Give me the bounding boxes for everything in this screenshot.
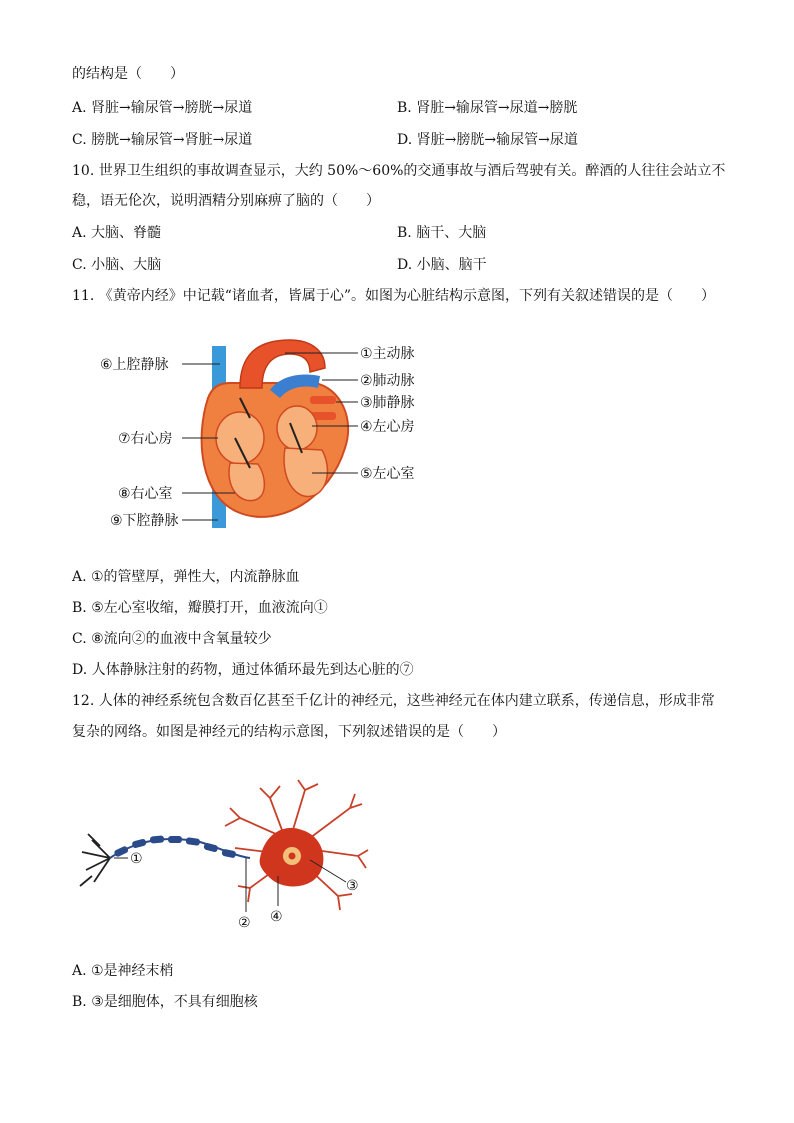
nucleolus	[289, 853, 296, 860]
q10-option-b[interactable]: B. 脑干、大脑	[397, 225, 487, 241]
label-left-atrium: ④左心房	[360, 419, 415, 435]
q11-option-b[interactable]: B. ⑤左心室收缩，瓣膜打开，血液流向①	[72, 600, 328, 616]
q11-option-d[interactable]: D. 人体静脉注射的药物，通过体循环最先到达心脏的⑦	[72, 662, 414, 678]
label-left-ventricle: ⑤左心室	[360, 466, 415, 482]
label-pulmonary-artery: ②肺动脉	[360, 373, 415, 389]
q10-option-a[interactable]: A. 大脑、脊髓	[72, 225, 162, 241]
label-right-atrium: ⑦右心房	[118, 431, 173, 447]
q12-option-b[interactable]: B. ③是细胞体，不具有细胞核	[72, 994, 258, 1010]
label-pulmonary-vein: ③肺静脉	[360, 395, 415, 411]
pulmonary-vein-upper	[310, 396, 336, 404]
label-n1: ①	[130, 851, 143, 867]
axon-terminal	[80, 834, 110, 886]
q9-stem-end: 的结构是（ ）	[72, 66, 184, 82]
label-n4: ④	[270, 909, 283, 925]
q10-stem-line2: 稳，语无伦次，说明酒精分别麻痹了脑的（ ）	[72, 193, 380, 209]
q12-option-a[interactable]: A. ①是神经末梢	[72, 963, 174, 979]
label-right-ventricle: ⑧右心室	[118, 486, 173, 502]
label-aorta: ①主动脉	[360, 346, 415, 362]
q10-stem-line1: 10. 世界卫生组织的事故调查显示，大约 50%～60%的交通事故与酒后驾驶有关。醉酒的人往往会站立不	[72, 163, 726, 179]
q9-option-d[interactable]: D. 肾脏→膀胱→输尿管→尿道	[397, 132, 578, 148]
q12-stem-line1: 12. 人体的神经系统包含数百亿甚至千亿计的神经元，这些神经元在体内建立联系，传递信息，形成非常	[72, 693, 715, 709]
q12-stem-line2: 复杂的网络。如图是神经元的结构示意图，下列叙述错误的是（ ）	[72, 724, 506, 740]
q11-stem: 11. 《黄帝内经》中记载“诸血者，皆属于心”。如图为心脏结构示意图，下列有关叙述错误的是（ ）	[72, 288, 716, 304]
right-atrium-shape	[216, 412, 264, 464]
q11-option-c[interactable]: C. ⑧流向②的血液中含氧量较少	[72, 631, 272, 647]
label-n2: ②	[238, 915, 251, 931]
label-inferior-vena-cava: ⑨下腔静脉	[110, 513, 179, 529]
left-atrium-shape	[277, 406, 317, 450]
q9-option-a[interactable]: A. 肾脏→输尿管→膀胱→尿道	[72, 100, 253, 116]
label-n3: ③	[346, 878, 359, 894]
neuron-diagram	[70, 778, 370, 938]
label-superior-vena-cava: ⑥上腔静脉	[100, 357, 169, 373]
q10-option-d[interactable]: D. 小脑、脑干	[397, 257, 487, 273]
q10-option-c[interactable]: C. 小脑、大脑	[72, 257, 162, 273]
q9-option-c[interactable]: C. 膀胱→输尿管→肾脏→尿道	[72, 132, 253, 148]
heart-diagram	[90, 328, 440, 538]
q11-option-a[interactable]: A. ①的管壁厚，弹性大，内流静脉血	[72, 569, 300, 585]
q9-option-b[interactable]: B. 肾脏→输尿管→尿道→膀胱	[397, 100, 578, 116]
